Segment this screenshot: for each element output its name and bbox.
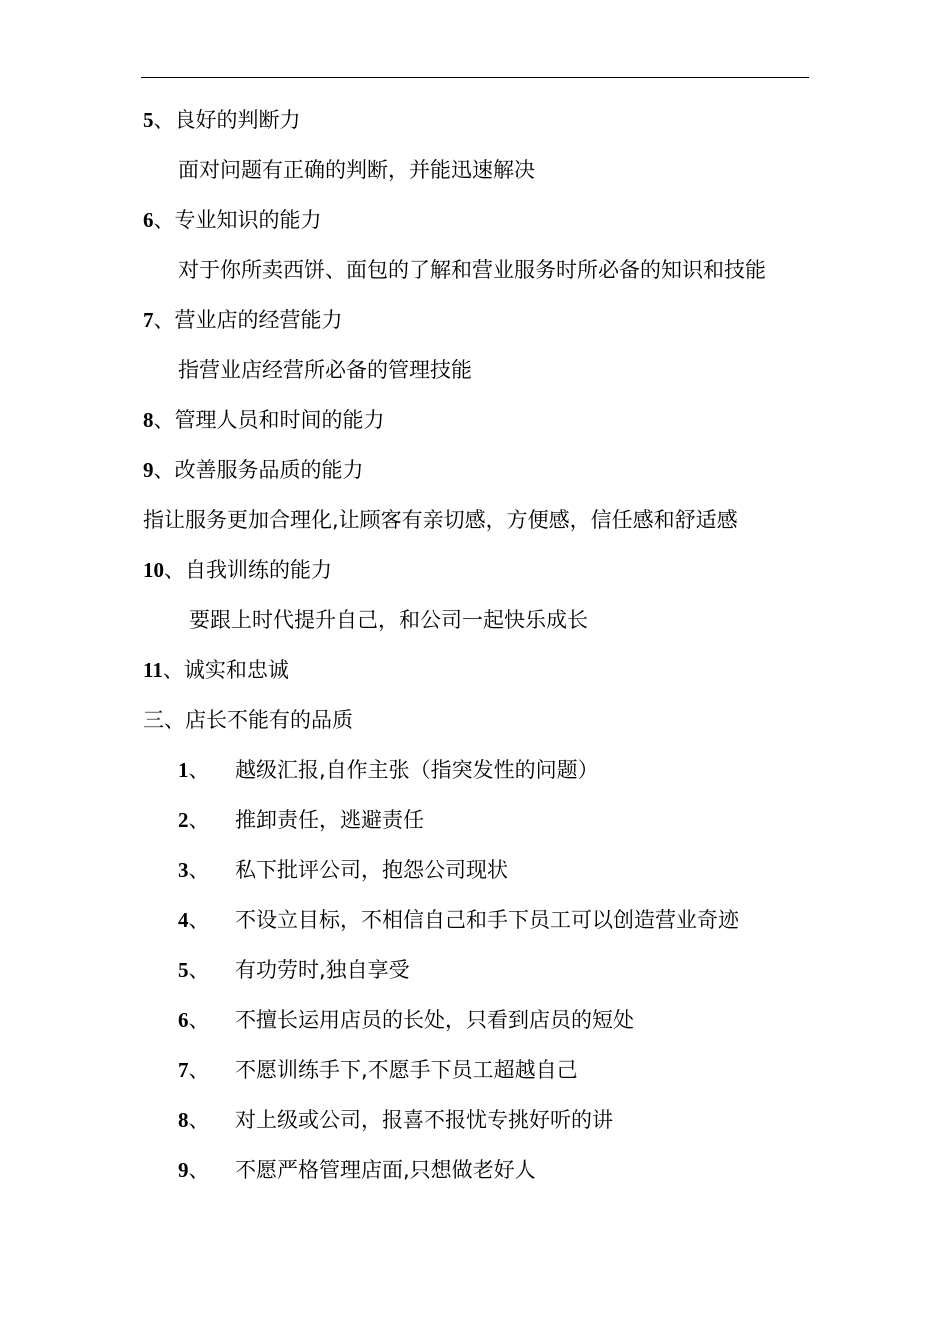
list-item-5: 5、 有功劳时,独自享受 — [178, 958, 410, 982]
item-9-heading: 9、改善服务品质的能力 — [143, 458, 364, 482]
item-5-heading: 5、良好的判断力 — [143, 108, 301, 132]
list-item-2: 2、 推卸责任，逃避责任 — [178, 808, 424, 832]
item-10-heading: 10、自我训练的能力 — [143, 558, 332, 582]
item-5-description: 面对问题有正确的判断，并能迅速解决 — [178, 158, 535, 182]
list-item-3: 3、 私下批评公司，抱怨公司现状 — [178, 858, 508, 882]
list-item-6: 6、 不擅长运用店员的长处，只看到店员的短处 — [178, 1008, 634, 1032]
item-6-description: 对于你所卖西饼、面包的了解和营业服务时所必备的知识和技能 — [178, 258, 766, 282]
item-7-description: 指营业店经营所必备的管理技能 — [178, 358, 472, 382]
item-6-heading: 6、专业知识的能力 — [143, 208, 322, 232]
list-item-1: 1、 越级汇报,自作主张（指突发性的问题） — [178, 758, 599, 782]
list-item-4: 4、 不设立目标，不相信自己和手下员工可以创造营业奇迹 — [178, 908, 739, 932]
header-rule — [141, 77, 809, 78]
section-title: 三、店长不能有的品质 — [143, 708, 353, 732]
item-8-heading: 8、管理人员和时间的能力 — [143, 408, 385, 432]
item-7-heading: 7、营业店的经营能力 — [143, 308, 343, 332]
item-9-description: 指让服务更加合理化,让顾客有亲切感，方便感，信任感和舒适感 — [143, 508, 738, 532]
item-10-description: 要跟上时代提升自己，和公司一起快乐成长 — [189, 608, 588, 632]
list-item-8: 8、 对上级或公司，报喜不报忧专挑好听的讲 — [178, 1108, 613, 1132]
list-item-9: 9、 不愿严格管理店面,只想做老好人 — [178, 1158, 536, 1182]
list-item-7: 7、 不愿训练手下,不愿手下员工超越自己 — [178, 1058, 578, 1082]
item-11-heading: 11、诚实和忠诚 — [143, 658, 289, 682]
